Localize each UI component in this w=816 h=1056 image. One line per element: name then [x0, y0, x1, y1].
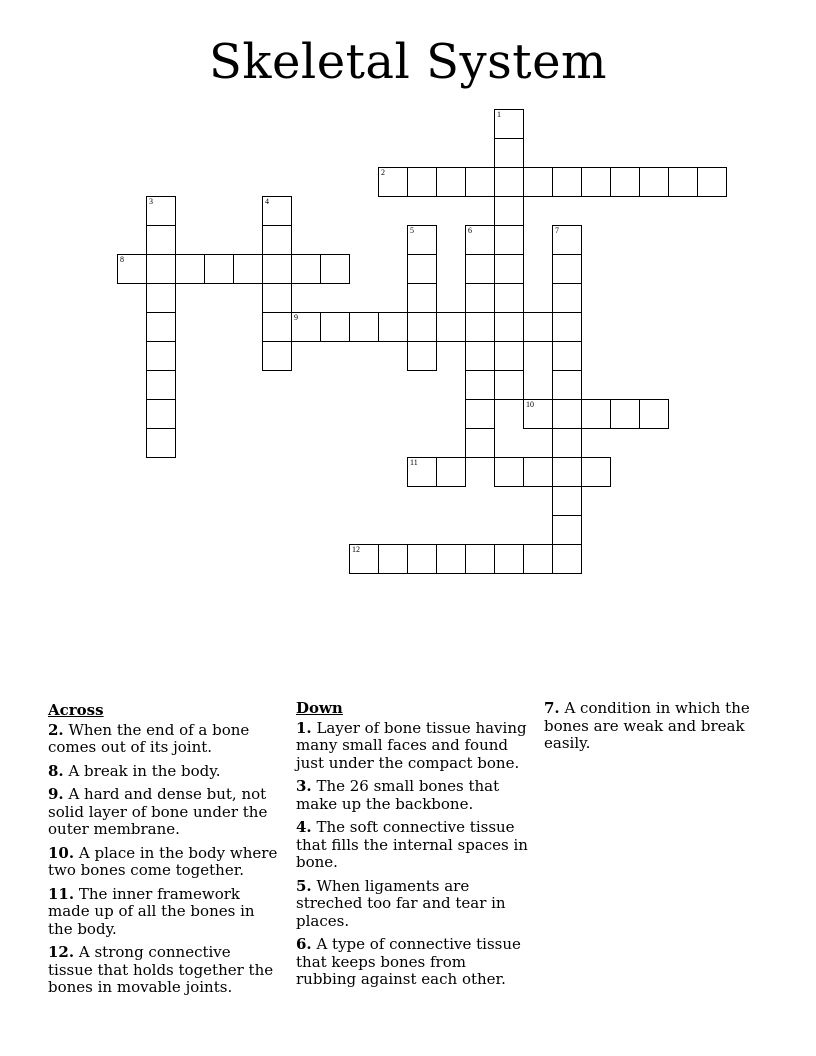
across-clue: [48, 722, 280, 757]
grid-cell[interactable]: [436, 457, 466, 487]
grid-cell[interactable]: [552, 341, 582, 371]
grid-cell[interactable]: [523, 312, 553, 342]
grid-cell[interactable]: [349, 544, 379, 574]
across-clue: [48, 763, 280, 781]
grid-cell[interactable]: [262, 341, 292, 371]
grid-cell[interactable]: [523, 544, 553, 574]
grid-cell[interactable]: [262, 196, 292, 226]
clue-text: A type of connective tissue that keeps bones from rubbing against each other.: [296, 935, 521, 988]
grid-cell[interactable]: [552, 254, 582, 284]
grid-cell[interactable]: [552, 167, 582, 197]
grid-cell[interactable]: [262, 283, 292, 313]
grid-cell[interactable]: [175, 254, 205, 284]
grid-cell[interactable]: [378, 544, 408, 574]
clue-text: Layer of bone tissue having many small faces and found just under the compact bone.: [296, 718, 527, 772]
grid-cell[interactable]: [146, 399, 176, 429]
grid-cell[interactable]: [117, 254, 147, 284]
grid-cell[interactable]: [146, 341, 176, 371]
grid-cell[interactable]: [146, 225, 176, 255]
grid-cell[interactable]: [494, 544, 524, 574]
across-clue: [48, 944, 280, 997]
page-title: Skeletal System: [209, 34, 607, 90]
clue-number: 10: [526, 400, 534, 409]
grid-cell[interactable]: [523, 167, 553, 197]
clue-number-label: 4.: [296, 818, 312, 836]
across-clue-list: [48, 722, 280, 997]
grid-cell[interactable]: [465, 225, 495, 255]
clue-number-label: 1.: [296, 718, 312, 737]
grid-cell[interactable]: [465, 254, 495, 284]
clue-number: 5: [410, 226, 414, 235]
grid-cell[interactable]: [552, 370, 582, 400]
grid-cell[interactable]: [523, 399, 553, 429]
clue-text: When ligaments are streched too far and tear in places.: [296, 876, 506, 930]
grid-cell[interactable]: [494, 370, 524, 400]
grid-cell[interactable]: [407, 312, 437, 342]
down-clue: [296, 778, 528, 813]
grid-cell[interactable]: [494, 254, 524, 284]
grid-cell[interactable]: [552, 312, 582, 342]
grid-cell[interactable]: [146, 254, 176, 284]
grid-cell[interactable]: [552, 283, 582, 313]
grid-cell[interactable]: [378, 167, 408, 197]
grid-cell[interactable]: [262, 254, 292, 284]
down-clue: [296, 720, 528, 773]
down-clue: [296, 819, 528, 872]
grid-cell[interactable]: [407, 341, 437, 371]
grid-cell[interactable]: [581, 167, 611, 197]
grid-cell[interactable]: [291, 254, 321, 284]
grid-cell[interactable]: [146, 428, 176, 458]
grid-cell[interactable]: [552, 428, 582, 458]
grid-cell[interactable]: [378, 312, 408, 342]
clue-number: 12: [352, 545, 360, 554]
clue-number: 4: [265, 197, 269, 206]
grid-cell[interactable]: [494, 109, 524, 139]
grid-cell[interactable]: [465, 544, 495, 574]
grid-cell[interactable]: [262, 225, 292, 255]
clue-number-label: 7.: [544, 699, 560, 717]
grid-cell[interactable]: [407, 457, 437, 487]
grid-cell[interactable]: [146, 370, 176, 400]
grid-cell[interactable]: [494, 138, 524, 168]
clue-number-label: 5.: [296, 876, 312, 895]
clue-number: 3: [149, 197, 153, 206]
down-clue-list: [296, 700, 776, 1000]
grid-cell[interactable]: [320, 312, 350, 342]
clue-number-label: 11.: [48, 884, 75, 903]
down-clue: [296, 878, 528, 931]
grid-cell[interactable]: [465, 283, 495, 313]
clue-number-label: 3.: [296, 777, 312, 795]
clue-text: When the end of a bone comes out of its joint.: [48, 720, 250, 756]
clue-number: 1: [497, 110, 501, 119]
grid-cell[interactable]: [639, 167, 669, 197]
grid-cell[interactable]: [465, 341, 495, 371]
clue-number: 7: [555, 226, 559, 235]
grid-cell[interactable]: [581, 399, 611, 429]
grid-cell[interactable]: [204, 254, 234, 284]
grid-cell[interactable]: [610, 399, 640, 429]
clue-number: 8: [120, 255, 124, 264]
grid-cell[interactable]: [494, 341, 524, 371]
grid-cell[interactable]: [146, 196, 176, 226]
down-clue: [544, 700, 776, 753]
grid-cell[interactable]: [291, 312, 321, 342]
clue-text: A strong connective tissue that holds together the bones in movable joints.: [48, 943, 274, 996]
clue-text: A break in the body.: [63, 761, 221, 780]
down-clue: [296, 936, 528, 989]
clue-number: 2: [381, 168, 385, 177]
grid-cell[interactable]: [233, 254, 263, 284]
grid-cell[interactable]: [494, 167, 524, 197]
grid-cell[interactable]: [552, 457, 582, 487]
grid-cell[interactable]: [146, 283, 176, 313]
clue-number-label: 6.: [296, 935, 312, 953]
clue-number-label: 8.: [48, 761, 64, 780]
grid-cell[interactable]: [146, 312, 176, 342]
grid-cell[interactable]: [697, 167, 727, 197]
clue-text: A place in the body where two bones come together.: [48, 843, 278, 879]
grid-cell[interactable]: [639, 399, 669, 429]
grid-cell[interactable]: [552, 486, 582, 516]
across-clue: [48, 845, 280, 880]
grid-cell[interactable]: [552, 515, 582, 545]
clue-number-label: 12.: [48, 943, 75, 961]
down-heading: Down: [296, 699, 343, 717]
grid-cell[interactable]: [494, 225, 524, 255]
grid-cell[interactable]: [494, 457, 524, 487]
grid-cell[interactable]: [407, 167, 437, 197]
grid-cell[interactable]: [349, 312, 379, 342]
grid-cell[interactable]: [494, 283, 524, 313]
grid-cell[interactable]: [407, 544, 437, 574]
grid-cell[interactable]: [610, 167, 640, 197]
clue-text: The soft connective tissue that fills the internal spaces in bone.: [296, 818, 528, 871]
grid-cell[interactable]: [407, 254, 437, 284]
grid-cell[interactable]: [436, 544, 466, 574]
clue-number-label: 2.: [48, 720, 64, 739]
grid-cell[interactable]: [494, 312, 524, 342]
clue-text: A condition in which the bones are weak and break easily.: [544, 699, 750, 752]
grid-cell[interactable]: [581, 457, 611, 487]
grid-cell[interactable]: [465, 312, 495, 342]
clues-section: [48, 700, 776, 1000]
across-clue: [48, 786, 280, 839]
grid-cell[interactable]: [407, 283, 437, 313]
grid-cell[interactable]: [320, 254, 350, 284]
clue-number: 11: [410, 458, 418, 467]
clue-text: The 26 small bones that make up the backbone.: [296, 777, 500, 813]
clue-number-label: 9.: [48, 785, 64, 803]
grid-cell[interactable]: [465, 428, 495, 458]
grid-cell[interactable]: [552, 544, 582, 574]
clue-number: 6: [468, 226, 472, 235]
grid-cell[interactable]: [436, 167, 466, 197]
grid-cell[interactable]: [668, 167, 698, 197]
grid-cell[interactable]: [407, 225, 437, 255]
grid-cell[interactable]: [465, 399, 495, 429]
grid-cell[interactable]: [465, 370, 495, 400]
grid-cell[interactable]: [262, 312, 292, 342]
grid-cell[interactable]: [494, 196, 524, 226]
grid-cell[interactable]: [552, 225, 582, 255]
across-heading: Across: [48, 701, 104, 719]
grid-cell[interactable]: [436, 312, 466, 342]
clue-text: A hard and dense but, not solid layer of bone under the outer membrane.: [48, 785, 268, 838]
grid-cell[interactable]: [523, 457, 553, 487]
clue-number-label: 10.: [48, 843, 75, 862]
across-clue: [48, 886, 280, 939]
grid-cell[interactable]: [465, 167, 495, 197]
clue-number: 9: [294, 313, 298, 322]
clue-text: The inner framework made up of all the bones in the body.: [48, 884, 255, 938]
grid-cell[interactable]: [552, 399, 582, 429]
